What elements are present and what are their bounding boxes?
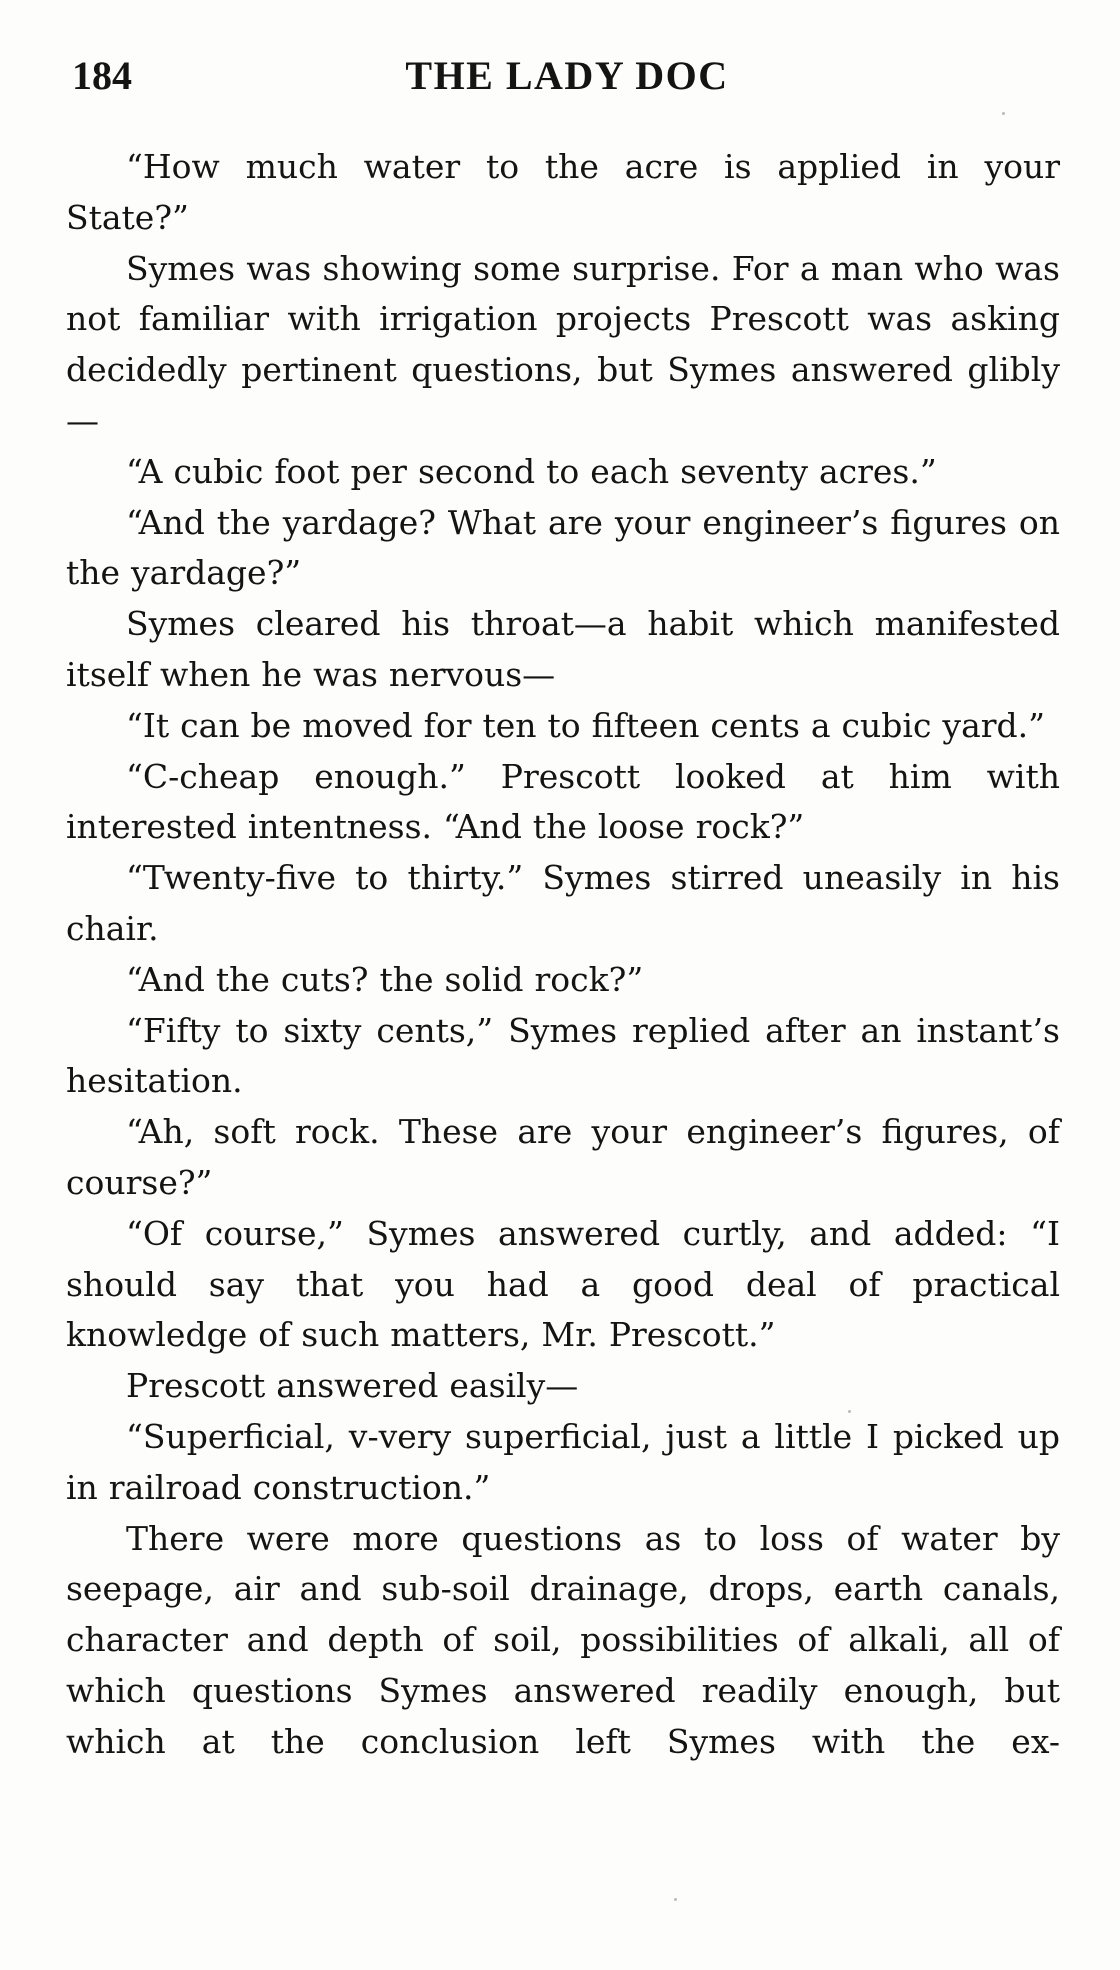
paragraph: Symes was showing some surprise. For a man who was not familiar with irrigation projects Prescott was asking decidedly pertinent questions, but Symes answered glibly— <box>66 248 1060 440</box>
paper-speck <box>674 1898 677 1901</box>
paragraph: Prescott answered easily— <box>126 1366 579 1406</box>
paper-speck <box>848 1410 851 1413</box>
paragraph: “How much water to the acre is applied in your State?” <box>66 147 1060 237</box>
paragraph: “A cubic foot per second to each seventy acres.” <box>126 451 937 491</box>
paragraph: “And the yardage? What are your engineer’s figures on the yardage?” <box>66 502 1060 593</box>
running-title: THE LADY DOC <box>405 53 729 98</box>
paragraph: “C-cheap enough.” Prescott looked at him with interested intentness. “And the loose rock?” <box>66 756 1060 847</box>
body-text <box>66 142 1060 1768</box>
paragraph: “Superficial, v-very superficial, just a little I picked up in railroad construction.” <box>66 1416 1060 1507</box>
paragraph: “Of course,” Symes answered curtly, and added: “I should say that you had a good deal of practical knowledge of such matters, Mr. Prescott.” <box>66 1213 1060 1355</box>
paragraph: “And the cuts? the solid rock?” <box>126 959 644 999</box>
running-head <box>72 44 1062 104</box>
paragraph: “It can be moved for ten to fifteen cents a cubic yard.” <box>126 705 1046 745</box>
paragraph: There were more questions as to loss of water by seepage, air and sub-soil drainage, drops, earth canals, character and depth of soil, possibilities of alkali, all of which questions Symes answered readily enough, but which at the conclusion left Symes with the ex- <box>66 1518 1060 1761</box>
paragraph: Symes cleared his throat—a habit which manifested itself when he was nervous— <box>66 604 1060 694</box>
paragraph: “Ah, soft rock. These are your engineer’s figures, of course?” <box>66 1112 1060 1202</box>
page-number: 184 <box>72 53 132 98</box>
paragraph: “Fifty to sixty cents,” Symes replied after an instant’s hesitation. <box>66 1010 1060 1101</box>
paragraph: “Twenty-five to thirty.” Symes stirred uneasily in his chair. <box>66 858 1060 948</box>
paper-speck <box>1002 112 1005 115</box>
